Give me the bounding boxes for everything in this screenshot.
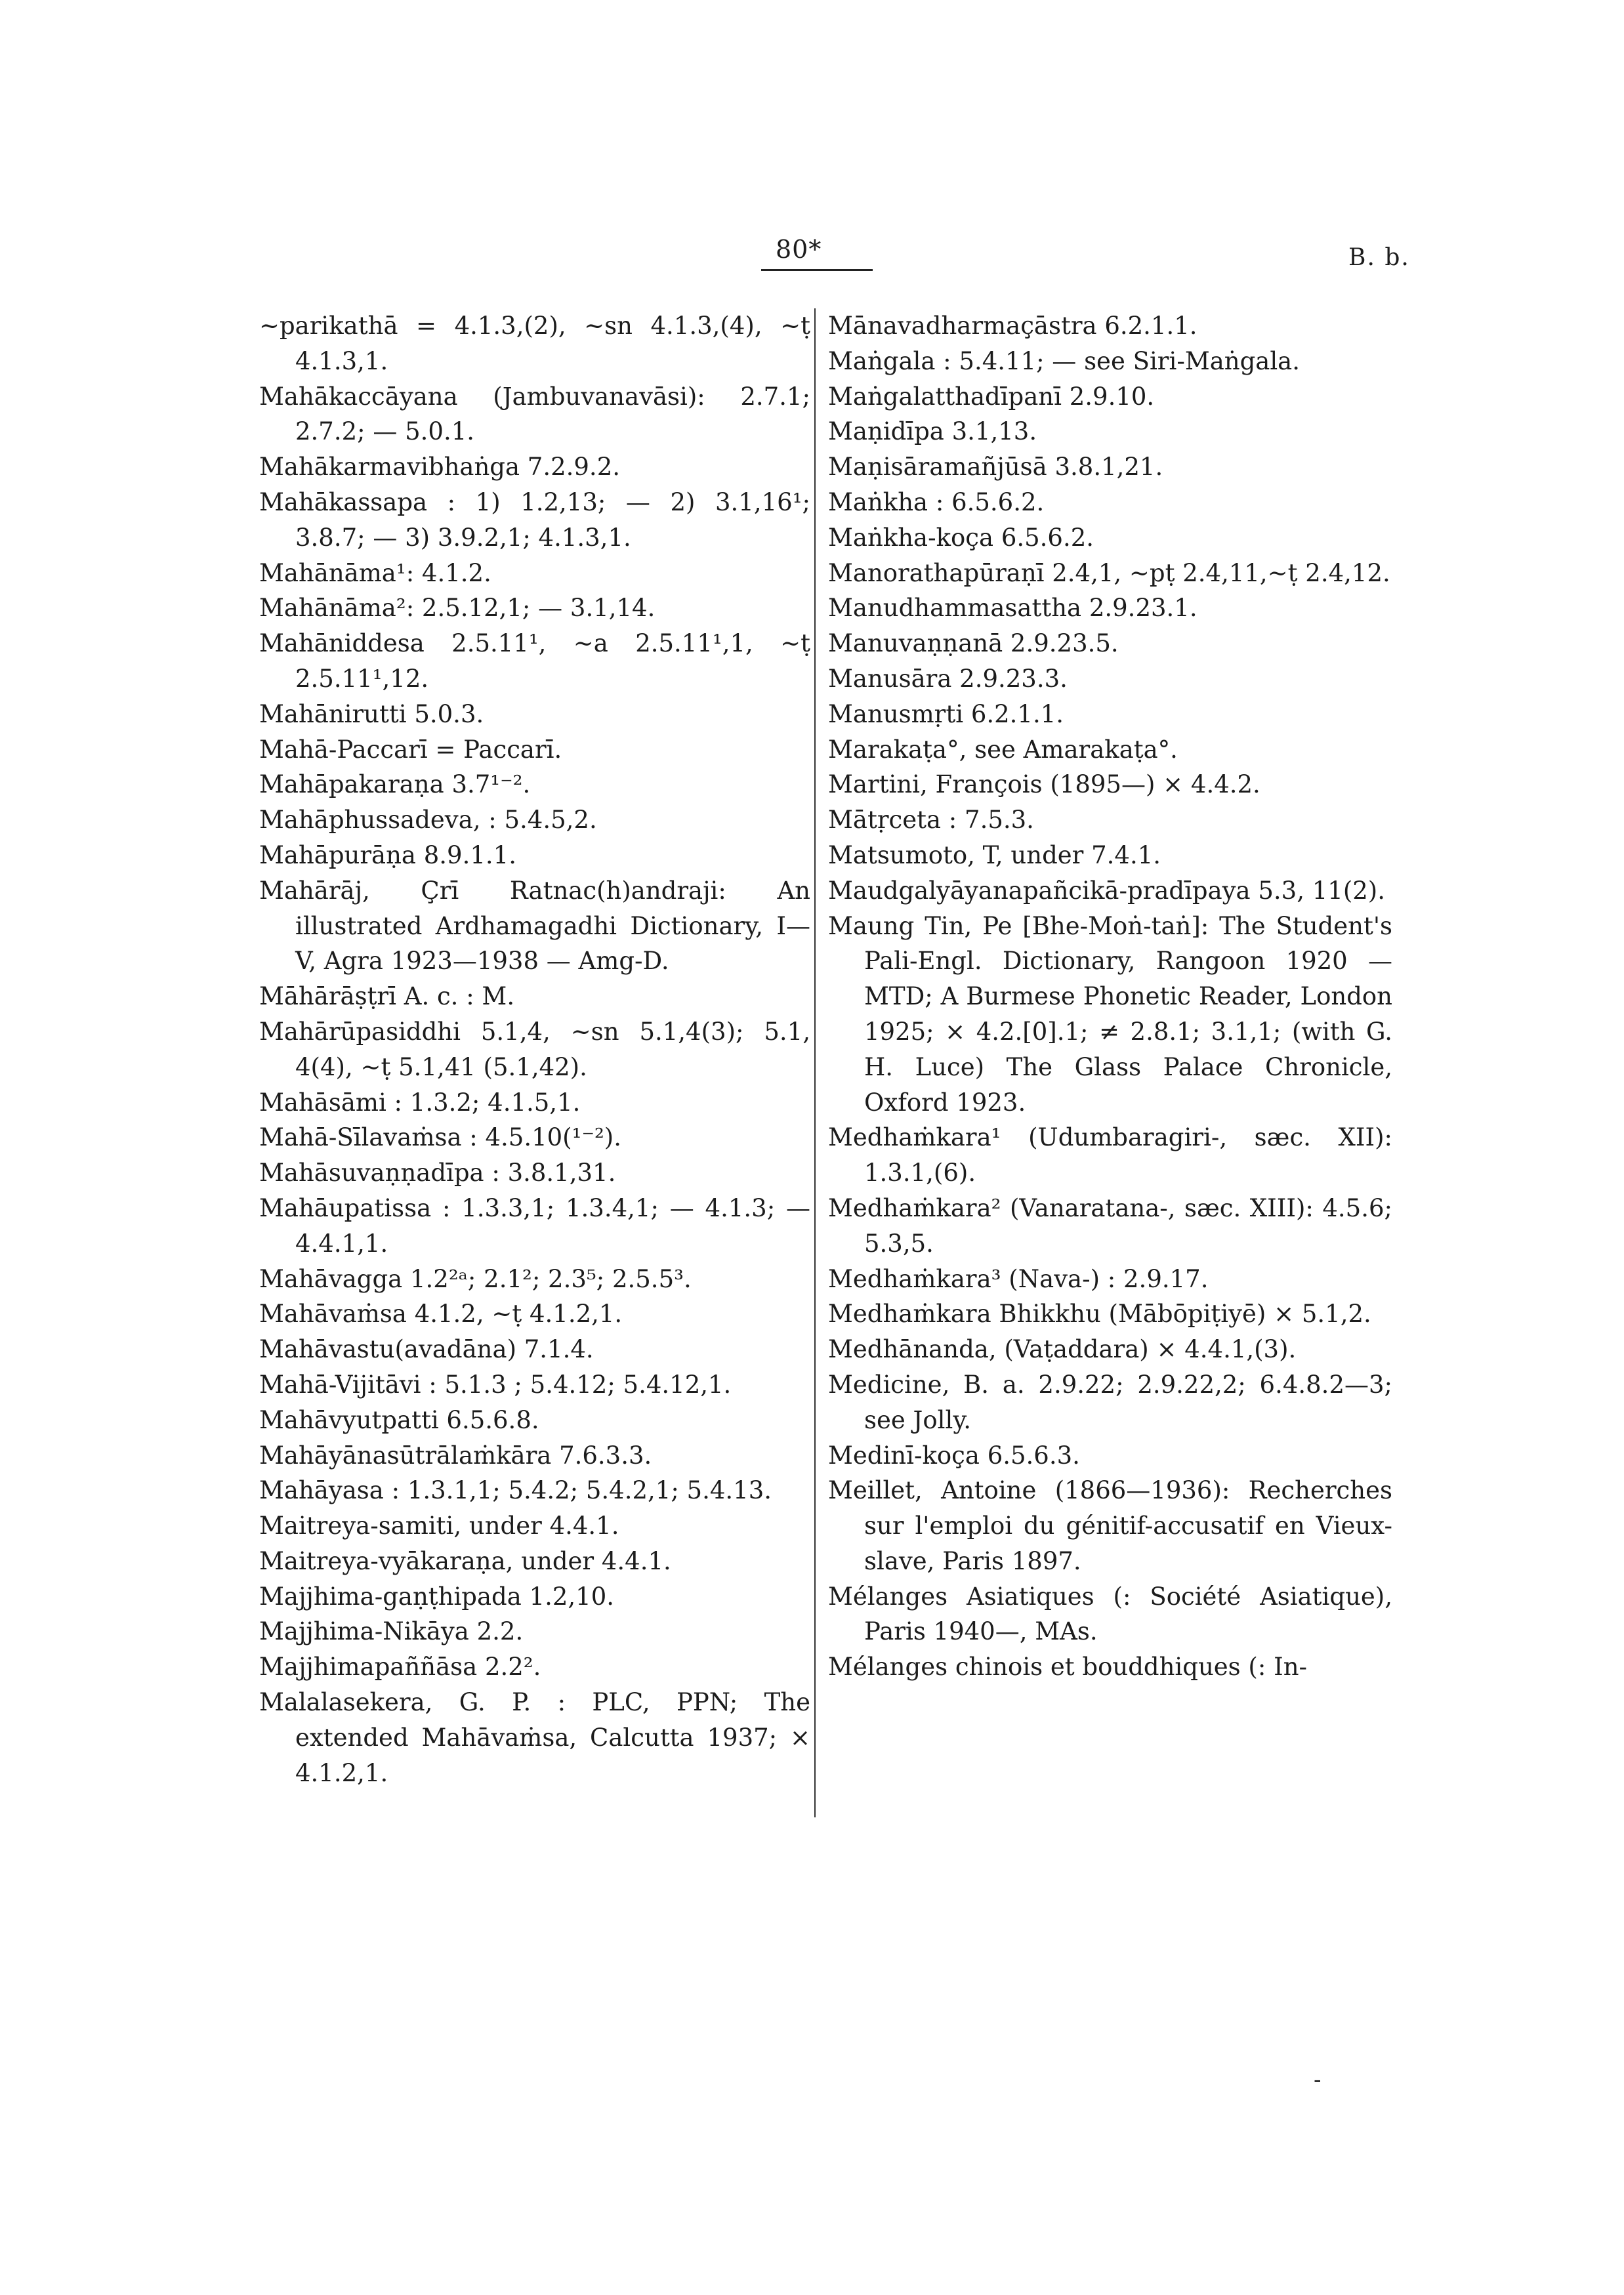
index-entry: Mahāvastu(avadāna) 7.1.4. xyxy=(259,1335,594,1364)
index-entry: Mānavadharmaçāstra 6.2.1.1. xyxy=(828,312,1197,340)
index-entry: Mahā-Sīlavaṁsa : 4.5.10(¹⁻²). xyxy=(259,1123,622,1152)
index-entry: Mahāvaṁsa 4.1.2, ~ṭ 4.1.2,1. xyxy=(259,1300,623,1329)
index-entry: Manusāra 2.9.23.3. xyxy=(828,664,1068,693)
index-entry: Mahāvagga 1.2²ᵃ; 2.1²; 2.3⁵; 2.5.5³. xyxy=(259,1264,692,1293)
index-entry: Mahānirutti 5.0.3. xyxy=(259,699,484,728)
index-entry: Mahāniddesa 2.5.11¹, ~a 2.5.11¹,1, ~ṭ 2.5.11¹,12. xyxy=(259,629,810,693)
index-entry: Medhānanda, (Vaṭaddara) × 4.4.1,(3). xyxy=(828,1335,1297,1364)
index-entry: Manusmṛti 6.2.1.1. xyxy=(828,699,1064,728)
index-entry: Majjhima-gaṇṭhipada 1.2,10. xyxy=(259,1582,614,1611)
index-entry: Mahānāma²: 2.5.12,1; — 3.1,14. xyxy=(259,594,656,623)
index-entry: Maitreya-vyākaraṇa, under 4.4.1. xyxy=(259,1546,671,1575)
index-entry: Mahāpurāṇa 8.9.1.1. xyxy=(259,840,516,869)
footer-mark: - xyxy=(1314,2067,1322,2093)
index-entry: Meillet, Antoine (1866—1936): Recherches sur l'emploi du génitif-accusatif en Vieux-slave, Paris 1897. xyxy=(828,1476,1392,1575)
index-entry: Mahārūpasiddhi 5.1,4, ~sn 5.1,4(3); 5.1, 4(4), ~ṭ 5.1,41 (5.1,42). xyxy=(259,1017,810,1081)
index-entry: Majjhima-Nikāya 2.2. xyxy=(259,1617,524,1646)
index-entry: Mātṛceta : 7.5.3. xyxy=(828,806,1034,835)
index-entry: Medicine, B. a. 2.9.22; 2.9.22,2; 6.4.8.2—3; see Jolly. xyxy=(828,1370,1392,1434)
right-column xyxy=(828,308,1392,1685)
index-entry: Maṇidīpa 3.1,13. xyxy=(828,417,1037,446)
index-entry: Mahāphussadeva, : 5.4.5,2. xyxy=(259,806,597,835)
index-entry: Manuvaṇṇanā 2.9.23.5. xyxy=(828,629,1119,658)
index-entry: Maudgalyāyanapañcikā-pradīpaya 5.3, 11(2). xyxy=(828,876,1385,905)
index-entry: Majjhimapaññāsa 2.2². xyxy=(259,1653,541,1682)
index-entry: Mahākaccāyana (Jambuvanavāsi): 2.7.1; 2.7.2; — 5.0.1. xyxy=(259,382,810,446)
left-column xyxy=(259,308,810,1790)
page-number: 80* xyxy=(776,235,822,264)
index-entry: Maung Tin, Pe [Bhe-Moṅ-taṅ]: The Student's Pali-Engl. Dictionary, Rangoon 1920 — MTD; A Burmese Phonetic Reader, London 1925; × 4.2.[0].1; ≠ 2.8.1; 3.1,1; (with G. H. Luce) The Glass Palace Chronicle, Oxford 1923. xyxy=(828,911,1392,1117)
index-entry: Maṅgalatthadīpanī 2.9.10. xyxy=(828,382,1155,411)
index-entry: Mahānāma¹: 4.1.2. xyxy=(259,558,491,587)
index-entry: Mélanges Asiatiques (: Société Asiatique), Paris 1940—, MAs. xyxy=(828,1582,1392,1646)
index-entry: Mahāsāmi : 1.3.2; 4.1.5,1. xyxy=(259,1088,581,1117)
index-entry: Manudhammasattha 2.9.23.1. xyxy=(828,594,1197,623)
index-entry: Martini, François (1895—) × 4.4.2. xyxy=(828,770,1260,799)
index-entry: Maṅkha-koça 6.5.6.2. xyxy=(828,523,1094,552)
index-entry: Mahāpakaraṇa 3.7¹⁻². xyxy=(259,770,531,799)
index-entry: Mahākarmavibhaṅga 7.2.9.2. xyxy=(259,453,620,482)
index-entry: Medinī-koça 6.5.6.3. xyxy=(828,1441,1080,1470)
index-entry: Maitreya-samiti, under 4.4.1. xyxy=(259,1512,619,1540)
index-entry: Maṇisāramañjūsā 3.8.1,21. xyxy=(828,453,1163,482)
section-label: B. b. xyxy=(1348,244,1410,271)
index-entry: Mahākassapa : 1) 1.2,13; — 2) 3.1,16¹; 3.8.7; — 3) 3.9.2,1; 4.1.3,1. xyxy=(259,487,810,552)
index-entry: Matsumoto, T, under 7.4.1. xyxy=(828,840,1161,869)
index-entry: Malalasekera, G. P. : PLC, PPN; The extended Mahāvaṁsa, Calcutta 1937; × 4.1.2,1. xyxy=(259,1688,810,1787)
page-number-rule xyxy=(761,269,873,271)
index-entry: Manorathapūraṇī 2.4,1, ~pṭ 2.4,11,~ṭ 2.4,12. xyxy=(828,558,1390,587)
index-entry: Mahāupatissa : 1.3.3,1; 1.3.4,1; — 4.1.3; — 4.4.1,1. xyxy=(259,1193,810,1258)
index-entry: Medhaṁkara Bhikkhu (Mābōpiṭiyē) × 5.1,2. xyxy=(828,1300,1371,1329)
index-entry: ~parikathā = 4.1.3,(2), ~sn 4.1.3,(4), ~ṭ 4.1.3,1. xyxy=(259,312,810,375)
index-entry: Medhaṁkara¹ (Udumbaragiri-, sæc. XII): 1.3.1,(6). xyxy=(828,1123,1392,1188)
index-entry: Mahāsuvaṇṇadīpa : 3.8.1,31. xyxy=(259,1159,616,1188)
index-entry: Medhaṁkara² (Vanaratana-, sæc. XIII): 4.5.6; 5.3,5. xyxy=(828,1193,1392,1258)
index-entry: Māhārāṣṭrī A. c. : M. xyxy=(259,982,515,1011)
index-entry: Mahāyānasūtrālaṁkāra 7.6.3.3. xyxy=(259,1441,652,1470)
index-entry: Mahā-Vijitāvi : 5.1.3 ; 5.4.12; 5.4.12,1. xyxy=(259,1370,732,1399)
column-divider xyxy=(814,308,816,1817)
index-entry: Mahāvyutpatti 6.5.6.8. xyxy=(259,1405,539,1434)
index-entry: Medhaṁkara³ (Nava-) : 2.9.17. xyxy=(828,1264,1209,1293)
index-entry: Maṅkha : 6.5.6.2. xyxy=(828,487,1045,516)
index-entry: Mahārāj, Çrī Ratnac(h)andraji: An illustrated Ardhamagadhi Dictionary, I—V, Agra 1923—1938 — Amg-D. xyxy=(259,876,810,976)
index-entry: Mélanges chinois et bouddhiques (: In- xyxy=(828,1653,1308,1682)
index-entry: Mahā-Paccarī = Paccarī. xyxy=(259,735,562,764)
index-entry: Maṅgala : 5.4.11; — see Siri-Maṅgala. xyxy=(828,346,1300,375)
index-entry: Mahāyasa : 1.3.1,1; 5.4.2; 5.4.2,1; 5.4.13. xyxy=(259,1476,772,1505)
index-entry: Marakaṭa°, see Amarakaṭa°. xyxy=(828,735,1178,764)
